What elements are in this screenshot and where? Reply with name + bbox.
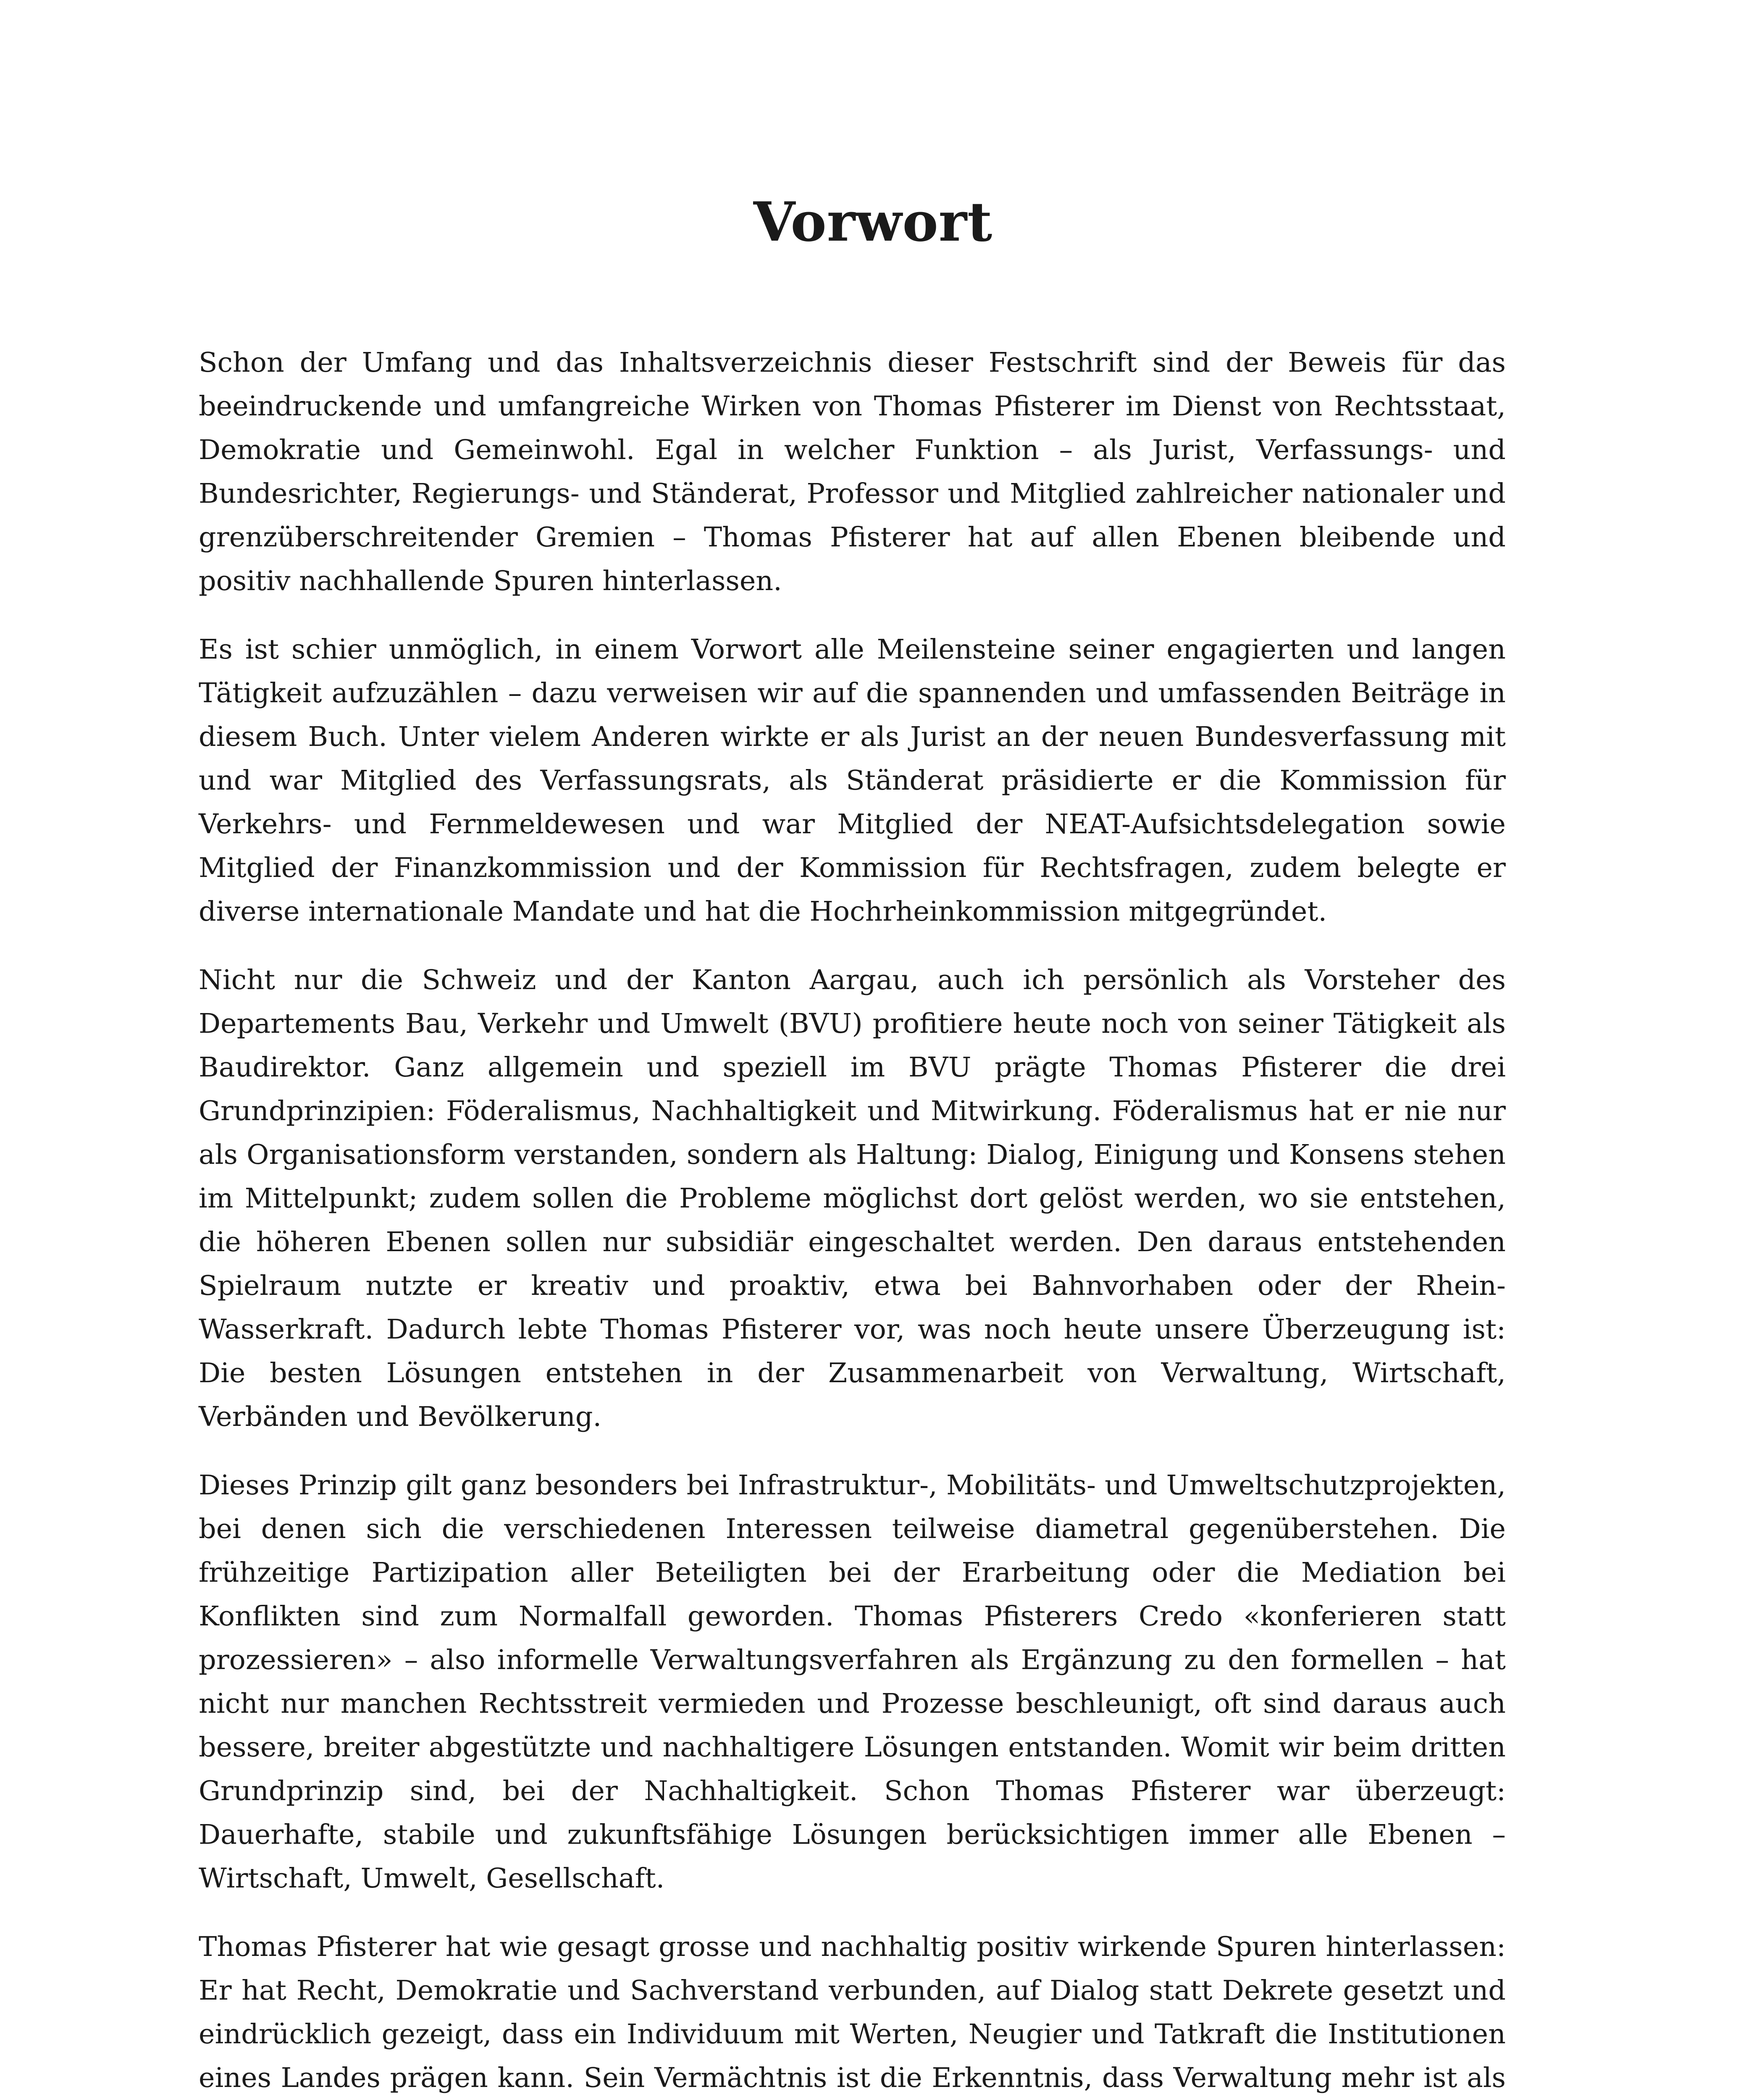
paragraph: Es ist schier unmöglich, in einem Vorwort alle Meilensteine seiner engagierten und langen Tätigkeit aufzuzählen – dazu verweisen wir auf die spannenden und umfassenden Beiträge in diesem Buch. Unter vielem Anderen wirkte er als Jurist an der neuen Bundesverfassung mit und war Mitglied des Verfassungsrats, als Ständerat präsidierte er die Kommission für Verkehrs- und Fernmeldewesen und war Mitglied der NEAT-Aufsichtsdelegation sowie Mitglied der Finanzkommission und der Kommission für Rechtsfragen, zudem belegte er diverse internationale Mandate und hat die Hochrheinkommission mitgegründet. bbox=[199, 634, 1506, 927]
page-title: Vorwort bbox=[753, 191, 993, 254]
paragraph: Schon der Umfang und das Inhaltsverzeichnis dieser Festschrift sind der Beweis für das beeindruckende und umfangreiche Wirken von Thomas Pfisterer im Dienst von Rechtsstaat, Demokratie und Gemeinwohl. Egal in welcher Funktion – als Jurist, Verfassungs- und Bundesrichter, Regierungs- und Ständerat, Professor und Mitglied zahlreicher nationaler und grenzüberschreitender Gremien – Thomas Pfisterer hat auf allen Ebenen bleibende und positiv nachhallende Spuren hinterlassen. bbox=[199, 347, 1506, 597]
paragraph: Thomas Pfisterer hat wie gesagt grosse und nachhaltig positiv wirkende Spuren hinterlassen: Er hat Recht, Demokratie und Sachverstand verbunden, auf Dialog statt Dekrete gesetzt und eindrücklich gezeigt, dass ein Individuum mit Werten, Neugier und Tatkraft die Institutionen eines Landes prägen kann. Sein Vermächtnis ist die Erkenntnis, dass Verwaltung mehr ist als bbox=[199, 1931, 1506, 2094]
paragraph: Dieses Prinzip gilt ganz besonders bei Infrastruktur-, Mobilitäts- und Umweltschutzprojekten, bei denen sich die verschiedenen Interessen teilweise diametral gegenüberstehen. Die frühzeitige Partizipation aller Beteiligten bei der Erarbeitung oder die Mediation bei Konflikten sind zum Normalfall geworden. Thomas Pfisterers Credo «konferieren statt prozessieren» – also informelle Verwaltungsverfahren als Ergänzung zu den formellen – hat nicht nur manchen Rechtsstreit vermieden und Prozesse beschleunigt, oft sind daraus auch bessere, breiter abgestützte und nachhaltigere Lösungen entstanden. Womit wir beim dritten Grundprinzip sind, bei der Nachhaltigkeit. Schon Thomas Pfisterer war überzeugt: Dauerhafte, stabile und zukunftsfähige Lösungen berücksichtigen immer alle Ebenen – Wirtschaft, Umwelt, Gesellschaft. bbox=[199, 1470, 1506, 1894]
paragraph: Nicht nur die Schweiz und der Kanton Aargau, auch ich persönlich als Vorsteher des Departements Bau, Verkehr und Umwelt (BVU) profitiere heute noch von seiner Tätigkeit als Baudirektor. Ganz allgemein und speziell im BVU prägte Thomas Pfisterer die drei Grundprinzipien: Föderalismus, Nachhaltigkeit und Mitwirkung. Föderalismus hat er nie nur als Organisationsform verstanden, sondern als Haltung: Dialog, Einigung und Konsens stehen im Mittelpunkt; zudem sollen die Probleme möglichst dort gelöst werden, wo sie entstehen, die höheren Ebenen sollen nur subsidiär eingeschaltet werden. Den daraus entstehenden Spielraum nutzte er kreativ und proaktiv, etwa bei Bahnvorhaben oder der Rhein-Wasserkraft. Dadurch lebte Thomas Pfisterer vor, was noch heute unsere Überzeugung ist: Die besten Lösungen entstehen in der Zusammenarbeit von Verwaltung, Wirtschaft, Verbänden und Bevölkerung. bbox=[199, 964, 1506, 1433]
body-text bbox=[199, 341, 1506, 2100]
